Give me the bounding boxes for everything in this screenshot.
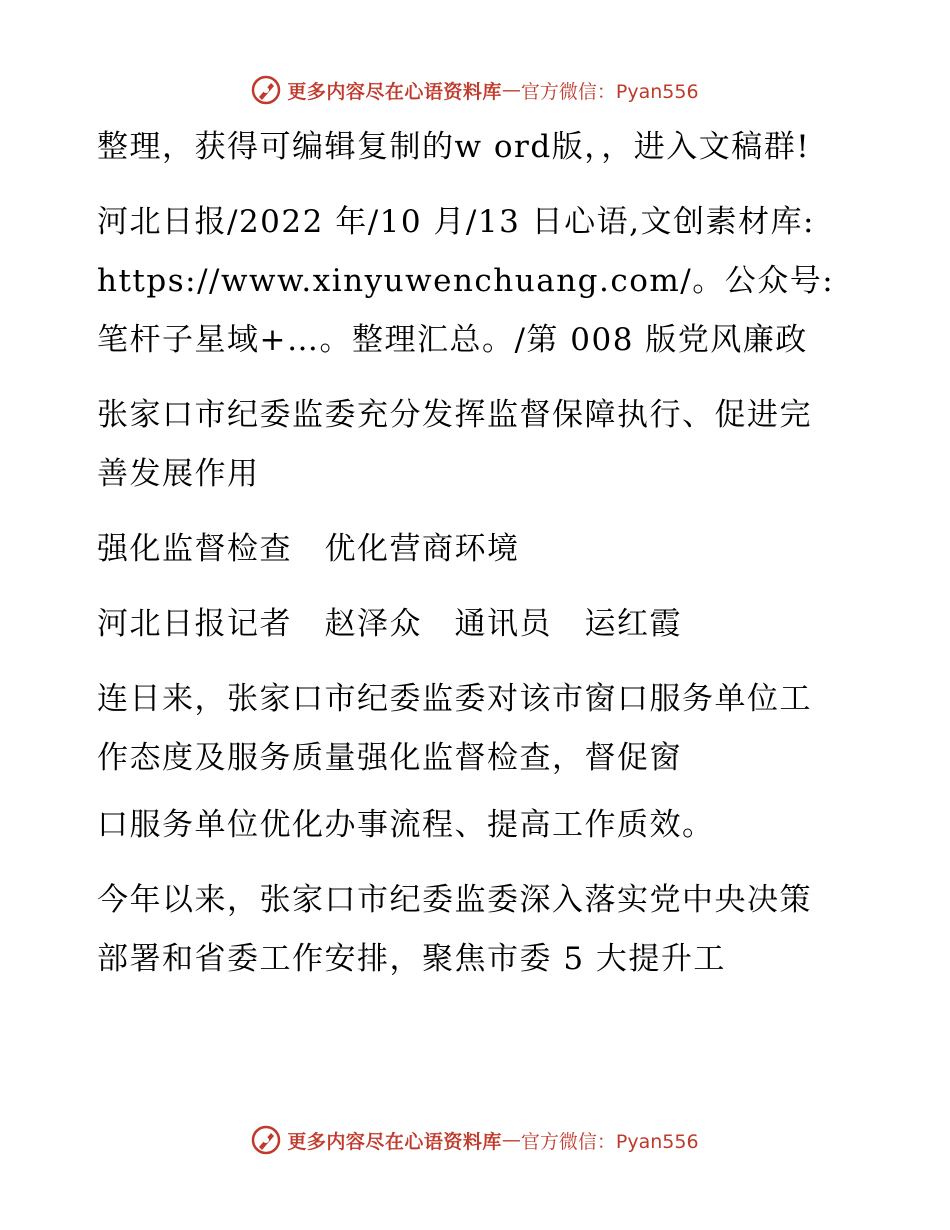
banner-separator: — xyxy=(501,1129,521,1151)
banner-wechat-id: 官方微信：Pyan556 xyxy=(520,80,699,103)
byline: 河北日报记者 赵泽众 通讯员 运红霞 xyxy=(97,606,682,642)
banner-separator: — xyxy=(501,79,521,101)
document-body xyxy=(97,118,837,1005)
banner-slogan: 更多内容尽在心语资料库 xyxy=(287,80,502,103)
banner-wechat-id: 官方微信：Pyan556 xyxy=(520,1130,699,1153)
footer-watermark-banner xyxy=(0,1120,950,1160)
pen-logo-icon xyxy=(251,1125,281,1155)
article-title: 张家口市纪委监委充分发挥监督保障执行、促进完善发展作用 xyxy=(97,397,812,492)
paragraph: 河北日报/2022 年/10 月/13 日心语,文创素材库: https://www.xinyuwenchuang.com/。公众号: 笔杆子星域+…。整理汇总。/第 008 版党风廉政 xyxy=(97,204,835,358)
banner-slogan: 更多内容尽在心语资料库 xyxy=(287,1130,502,1153)
paragraph: 连日来，张家口市纪委监委对该市窗口服务单位工作态度及服务质量强化监督检查，督促窗 xyxy=(97,681,812,776)
paragraph: 口服务单位优化办事流程、提高工作质效。 xyxy=(97,807,715,843)
article-subtitle: 强化监督检查 优化营商环境 xyxy=(97,531,520,567)
header-watermark-banner xyxy=(0,70,950,110)
pen-logo-icon xyxy=(251,75,281,105)
paragraph: 整理，获得可编辑复制的w ord版，，进入文稿群! xyxy=(97,129,811,165)
paragraph: 今年以来，张家口市纪委监委深入落实党中央决策部署和省委工作安排，聚焦市委 5 大提升工 xyxy=(97,882,812,977)
